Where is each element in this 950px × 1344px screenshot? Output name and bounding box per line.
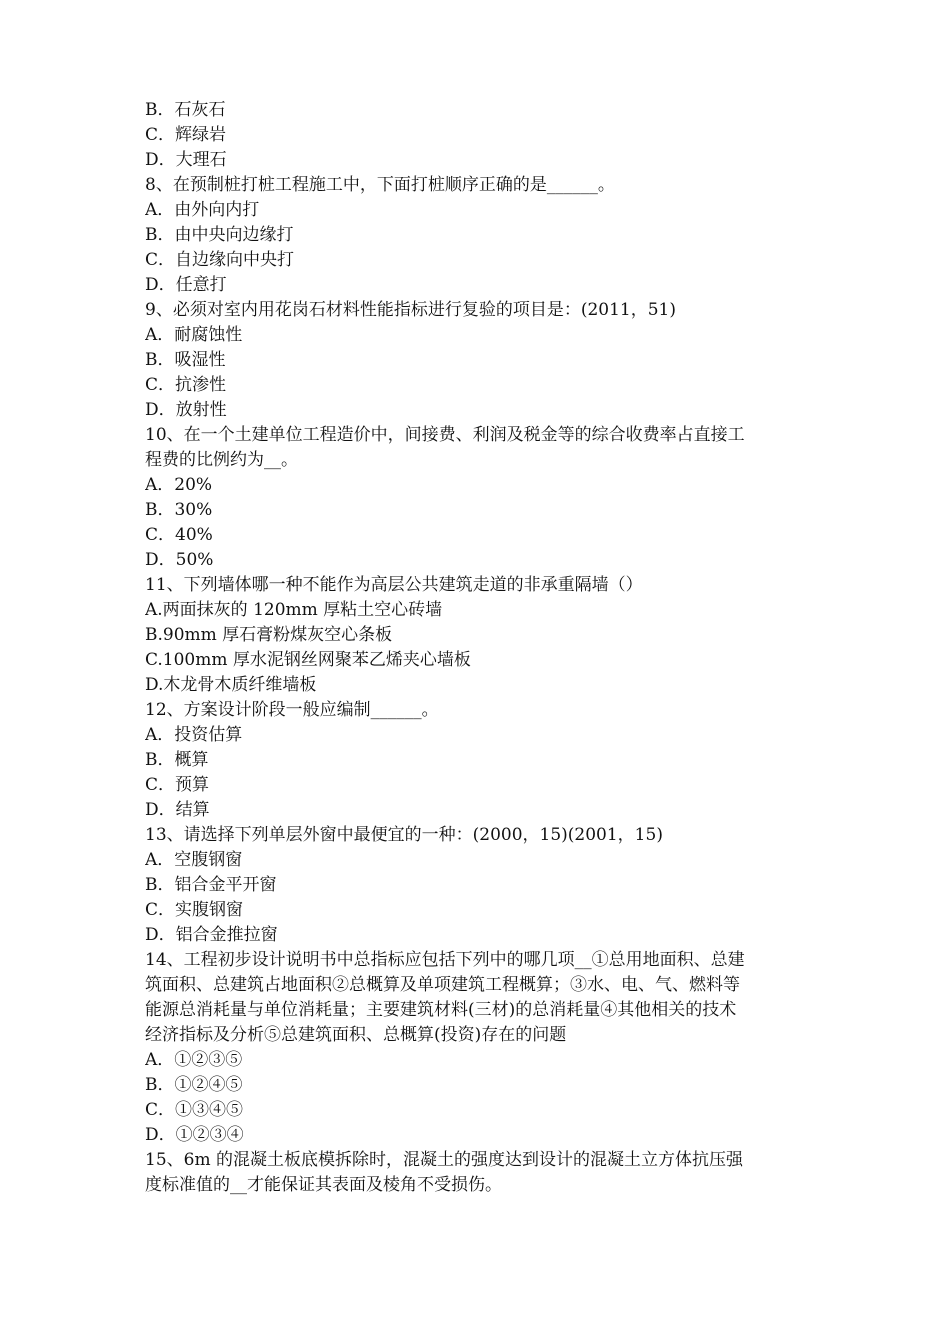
- option-a-q8: A．由外向内打: [145, 200, 260, 220]
- option-a-q10: A．20%: [145, 475, 213, 495]
- option-c-q8: C．自边缘向中央打: [145, 250, 295, 270]
- option-b-q11: B.90mm 厚石膏粉煤灰空心条板: [145, 625, 393, 645]
- question-10: [145, 423, 820, 473]
- option-b-q8: B．由中央向边缘打: [145, 225, 294, 245]
- option-d-q11: D.木龙骨木质纤维墙板: [145, 675, 317, 695]
- question-14-line-2: 筑面积、总建筑占地面积②总概算及单项建筑工程概算；③水、电、气、燃料等: [145, 975, 740, 995]
- option-b-q10: B．30%: [145, 500, 213, 520]
- question-9: 9、必须对室内用花岗石材料性能指标进行复验的项目是：(2011，51): [145, 300, 676, 320]
- option-a-q13: A．空腹钢窗: [145, 850, 243, 870]
- question-14: [145, 948, 820, 1048]
- option-b-q13: B．铝合金平开窗: [145, 875, 277, 895]
- question-15-line-1: 15、6m 的混凝土板底模拆除时，混凝土的强度达到设计的混凝土立方体抗压强: [145, 1150, 743, 1170]
- option-d-q13: D．铝合金推拉窗: [145, 925, 278, 945]
- option-c-q14: C．①③④⑤: [145, 1100, 244, 1120]
- option-d-q8: D．任意打: [145, 275, 227, 295]
- option-c-q7: C．辉绿岩: [145, 125, 227, 145]
- option-b-q12: B．概算: [145, 750, 209, 770]
- question-15: [145, 1148, 820, 1198]
- question-15-line-2: 度标准值的__才能保证其表面及棱角不受损伤。: [145, 1175, 502, 1195]
- option-a-q12: A．投资估算: [145, 725, 243, 745]
- option-d-q12: D．结算: [145, 800, 210, 820]
- option-c-q13: C．实腹钢窗: [145, 900, 244, 920]
- option-c-q11: C.100mm 厚水泥钢丝网聚苯乙烯夹心墙板: [145, 650, 471, 670]
- option-d-q9: D．放射性: [145, 400, 227, 420]
- option-c-q10: C．40%: [145, 525, 213, 545]
- question-14-line-4: 经济指标及分析⑤总建筑面积、总概算(投资)存在的问题: [145, 1025, 567, 1045]
- question-10-line-2: 程费的比例约为__。: [145, 450, 298, 470]
- option-a-q11: A.两面抹灰的 120mm 厚粘土空心砖墙: [145, 600, 443, 620]
- option-b-q9: B．吸湿性: [145, 350, 226, 370]
- question-13: 13、请选择下列单层外窗中最便宜的一种：(2000，15)(2001，15): [145, 825, 663, 845]
- option-d-q7: D．大理石: [145, 150, 227, 170]
- option-d-q10: D．50%: [145, 550, 214, 570]
- option-b-q14: B．①②④⑤: [145, 1075, 243, 1095]
- question-14-line-3: 能源总消耗量与单位消耗量；主要建筑材料(三材)的总消耗量④其他相关的技术: [145, 1000, 737, 1020]
- question-10-line-1: 10、在一个土建单位工程造价中，间接费、利润及税金等的综合收费率占直接工: [145, 425, 745, 445]
- question-8: 8、在预制桩打桩工程施工中，下面打桩顺序正确的是______。: [145, 175, 615, 195]
- question-12: 12、方案设计阶段一般应编制______。: [145, 700, 439, 720]
- question-14-line-1: 14、工程初步设计说明书中总指标应包括下列中的哪几项__①总用地面积、总建: [145, 950, 745, 970]
- option-c-q12: C．预算: [145, 775, 210, 795]
- option-a-q14: A．①②③⑤: [145, 1050, 243, 1070]
- document-page: [145, 98, 820, 1198]
- option-c-q9: C．抗渗性: [145, 375, 227, 395]
- question-11: 11、下列墙体哪一种不能作为高层公共建筑走道的非承重隔墙（）: [145, 575, 643, 595]
- option-a-q9: A．耐腐蚀性: [145, 325, 243, 345]
- option-d-q14: D．①②③④: [145, 1125, 244, 1145]
- option-b-q7: B．石灰石: [145, 100, 226, 120]
